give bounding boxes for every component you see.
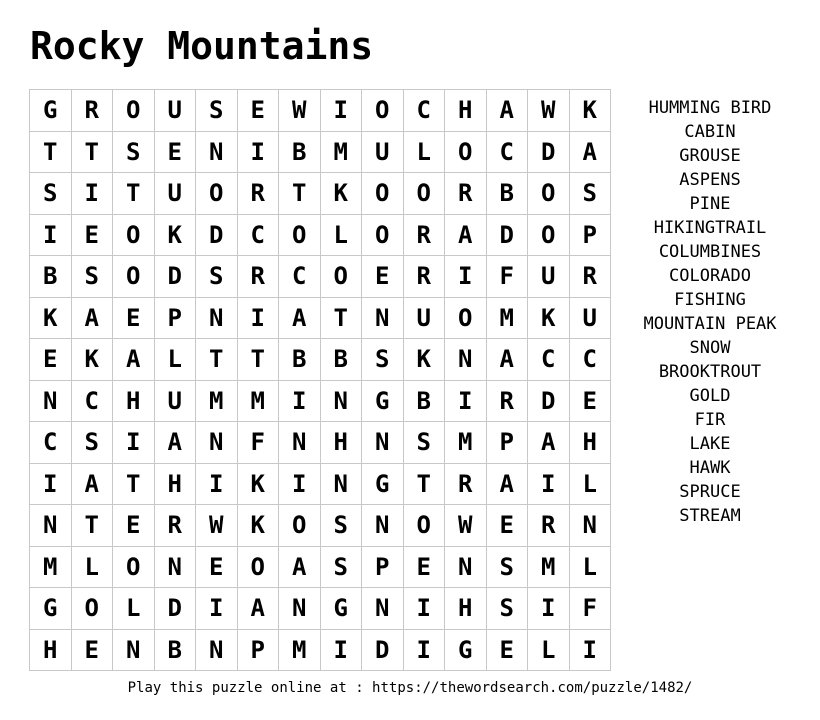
grid-cell[interactable]: L	[569, 546, 611, 588]
grid-cell[interactable]: D	[528, 131, 570, 173]
grid-cell[interactable]: O	[362, 214, 404, 256]
grid-cell[interactable]: I	[71, 173, 113, 215]
grid-cell[interactable]: N	[30, 380, 72, 422]
grid-cell[interactable]: U	[362, 131, 404, 173]
word-list-item: GROUSE	[679, 146, 741, 166]
grid-cell[interactable]: S	[320, 546, 362, 588]
grid-cell[interactable]: B	[154, 629, 196, 671]
grid-row	[30, 505, 611, 547]
grid-cell[interactable]: L	[528, 629, 570, 671]
grid-cell[interactable]: D	[362, 629, 404, 671]
grid-cell[interactable]: C	[486, 131, 528, 173]
grid-row	[30, 629, 611, 671]
grid-cell[interactable]: N	[362, 422, 404, 464]
grid-cell[interactable]: D	[196, 214, 238, 256]
puzzle-title: Rocky Mountains	[30, 24, 374, 68]
grid-cell[interactable]: F	[237, 422, 279, 464]
grid-cell[interactable]: S	[196, 90, 238, 132]
grid-cell[interactable]: L	[71, 546, 113, 588]
word-list-item: ASPENS	[679, 170, 741, 190]
grid-cell[interactable]: K	[237, 463, 279, 505]
word-list-item: MOUNTAIN PEAK	[643, 314, 777, 334]
grid-cell[interactable]: W	[528, 90, 570, 132]
grid-cell[interactable]: I	[445, 380, 487, 422]
grid-cell[interactable]: B	[279, 339, 321, 381]
grid-cell[interactable]: N	[445, 339, 487, 381]
grid-cell[interactable]: O	[279, 505, 321, 547]
footer-link-text: Play this puzzle online at : https://thewordsearch.com/puzzle/1482/	[127, 680, 693, 696]
grid-cell[interactable]: I	[320, 90, 362, 132]
grid-cell[interactable]: O	[196, 173, 238, 215]
grid-cell[interactable]: K	[30, 297, 72, 339]
grid-row	[30, 463, 611, 505]
grid-cell[interactable]: B	[30, 256, 72, 298]
grid-cell[interactable]: I	[196, 588, 238, 630]
grid-cell[interactable]: S	[569, 173, 611, 215]
grid-cell[interactable]: F	[486, 256, 528, 298]
grid-cell[interactable]: H	[569, 422, 611, 464]
grid-cell[interactable]: L	[154, 339, 196, 381]
grid-cell[interactable]: R	[403, 214, 445, 256]
grid-cell[interactable]: A	[528, 422, 570, 464]
grid-cell[interactable]: G	[30, 588, 72, 630]
grid-cell[interactable]: A	[237, 588, 279, 630]
grid-cell[interactable]: S	[362, 339, 404, 381]
grid-cell[interactable]: O	[528, 214, 570, 256]
grid-row	[30, 90, 611, 132]
grid-cell[interactable]: S	[486, 546, 528, 588]
grid-cell[interactable]: E	[71, 214, 113, 256]
grid-cell[interactable]: E	[196, 546, 238, 588]
grid-row	[30, 131, 611, 173]
grid-cell[interactable]: N	[279, 422, 321, 464]
grid-cell[interactable]: A	[445, 214, 487, 256]
grid-cell[interactable]: O	[403, 505, 445, 547]
grid-cell[interactable]: T	[71, 131, 113, 173]
grid-cell[interactable]: L	[320, 214, 362, 256]
grid-cell[interactable]: C	[279, 256, 321, 298]
grid-cell[interactable]: E	[71, 629, 113, 671]
grid-cell[interactable]: N	[154, 546, 196, 588]
grid-cell[interactable]: H	[320, 422, 362, 464]
grid-cell[interactable]: K	[403, 339, 445, 381]
grid-cell[interactable]: N	[279, 588, 321, 630]
grid-cell[interactable]: T	[71, 505, 113, 547]
grid-row	[30, 422, 611, 464]
grid-cell[interactable]: O	[320, 256, 362, 298]
grid-cell[interactable]: W	[279, 90, 321, 132]
grid-cell[interactable]: E	[113, 297, 155, 339]
grid-cell[interactable]: G	[362, 463, 404, 505]
grid-cell[interactable]: M	[30, 546, 72, 588]
grid-cell[interactable]: F	[569, 588, 611, 630]
grid-cell[interactable]: I	[320, 629, 362, 671]
grid-cell[interactable]: N	[196, 131, 238, 173]
grid-cell[interactable]: T	[320, 297, 362, 339]
grid-cell[interactable]: B	[320, 339, 362, 381]
grid-cell[interactable]: I	[528, 463, 570, 505]
grid-cell[interactable]: O	[445, 297, 487, 339]
grid-cell[interactable]: I	[196, 463, 238, 505]
grid-cell[interactable]: B	[279, 131, 321, 173]
grid-cell[interactable]: L	[569, 463, 611, 505]
grid-cell[interactable]: D	[528, 380, 570, 422]
grid-cell[interactable]: G	[320, 588, 362, 630]
grid-cell[interactable]: S	[71, 256, 113, 298]
word-list-item: SPRUCE	[679, 482, 741, 502]
grid-cell[interactable]: S	[71, 422, 113, 464]
grid-cell[interactable]: A	[486, 463, 528, 505]
grid-cell[interactable]: O	[445, 131, 487, 173]
grid-cell[interactable]: K	[237, 505, 279, 547]
grid-cell[interactable]: U	[154, 380, 196, 422]
grid-row	[30, 214, 611, 256]
grid-cell[interactable]: N	[362, 505, 404, 547]
grid-cell[interactable]: C	[528, 339, 570, 381]
grid-row	[30, 380, 611, 422]
grid-cell[interactable]: T	[196, 339, 238, 381]
grid-cell[interactable]: I	[279, 380, 321, 422]
grid-cell[interactable]: B	[486, 173, 528, 215]
grid-cell[interactable]: H	[445, 588, 487, 630]
grid-cell[interactable]: D	[486, 214, 528, 256]
grid-cell[interactable]: S	[196, 256, 238, 298]
grid-cell[interactable]: S	[113, 131, 155, 173]
grid-cell[interactable]: P	[486, 422, 528, 464]
grid-cell[interactable]: E	[237, 90, 279, 132]
grid-cell[interactable]: C	[403, 90, 445, 132]
grid-cell[interactable]: S	[320, 505, 362, 547]
grid-cell[interactable]: I	[30, 463, 72, 505]
grid-cell[interactable]: R	[486, 380, 528, 422]
grid-cell[interactable]: C	[569, 339, 611, 381]
grid-cell[interactable]: I	[237, 297, 279, 339]
grid-row	[30, 588, 611, 630]
grid-cell[interactable]: O	[403, 173, 445, 215]
grid-cell[interactable]: G	[445, 629, 487, 671]
grid-cell[interactable]: A	[113, 339, 155, 381]
grid-cell[interactable]: N	[196, 422, 238, 464]
grid-cell[interactable]: D	[154, 256, 196, 298]
grid-cell[interactable]: E	[403, 546, 445, 588]
word-list-item: HAWK	[689, 458, 731, 478]
grid-cell[interactable]: O	[71, 588, 113, 630]
grid-cell[interactable]: U	[154, 90, 196, 132]
grid-cell[interactable]: K	[71, 339, 113, 381]
grid-cell[interactable]: U	[403, 297, 445, 339]
letter-grid	[29, 89, 611, 671]
grid-cell[interactable]: H	[445, 90, 487, 132]
grid-cell[interactable]: I	[403, 629, 445, 671]
grid-cell[interactable]: N	[113, 629, 155, 671]
grid-cell[interactable]: I	[528, 588, 570, 630]
grid-cell[interactable]: H	[30, 629, 72, 671]
grid-cell[interactable]: K	[569, 90, 611, 132]
word-list-item: HIKINGTRAIL	[653, 218, 767, 238]
grid-cell[interactable]: A	[71, 463, 113, 505]
grid-cell[interactable]: W	[196, 505, 238, 547]
word-list	[630, 96, 790, 528]
grid-cell[interactable]: A	[279, 297, 321, 339]
grid-cell[interactable]: M	[279, 629, 321, 671]
grid-cell[interactable]: T	[113, 173, 155, 215]
grid-cell[interactable]: R	[237, 256, 279, 298]
grid-cell[interactable]: I	[113, 422, 155, 464]
word-list-item: HUMMING BIRD	[648, 98, 772, 118]
grid-cell[interactable]: K	[528, 297, 570, 339]
grid-cell[interactable]: S	[486, 588, 528, 630]
grid-cell[interactable]: I	[403, 588, 445, 630]
grid-cell[interactable]: A	[569, 131, 611, 173]
grid-cell[interactable]: K	[320, 173, 362, 215]
grid-cell[interactable]: M	[320, 131, 362, 173]
grid-cell[interactable]: R	[445, 173, 487, 215]
grid-cell[interactable]: M	[196, 380, 238, 422]
grid-cell[interactable]: W	[445, 505, 487, 547]
grid-cell[interactable]: E	[154, 131, 196, 173]
grid-cell[interactable]: G	[30, 90, 72, 132]
grid-cell[interactable]: P	[362, 546, 404, 588]
word-list-item: STREAM	[679, 506, 741, 526]
grid-cell[interactable]: A	[154, 422, 196, 464]
grid-cell[interactable]: T	[403, 463, 445, 505]
grid-cell[interactable]: P	[237, 629, 279, 671]
grid-cell[interactable]: E	[362, 256, 404, 298]
grid-cell[interactable]: G	[362, 380, 404, 422]
grid-cell[interactable]: I	[30, 214, 72, 256]
grid-cell[interactable]: O	[113, 546, 155, 588]
word-list-item: FISHING	[674, 290, 746, 310]
grid-cell[interactable]: N	[362, 588, 404, 630]
grid-cell[interactable]: I	[279, 463, 321, 505]
grid-cell[interactable]: O	[237, 546, 279, 588]
grid-cell[interactable]: H	[154, 463, 196, 505]
word-list-item: GOLD	[689, 386, 731, 406]
grid-cell[interactable]: I	[445, 256, 487, 298]
grid-cell[interactable]: R	[71, 90, 113, 132]
grid-cell[interactable]: A	[71, 297, 113, 339]
word-list-item: SNOW	[689, 338, 731, 358]
grid-cell[interactable]: B	[403, 380, 445, 422]
grid-cell[interactable]: N	[569, 505, 611, 547]
grid-cell[interactable]: O	[362, 90, 404, 132]
grid-cell[interactable]: C	[71, 380, 113, 422]
grid-row	[30, 546, 611, 588]
grid-cell[interactable]: N	[196, 629, 238, 671]
grid-cell[interactable]: H	[113, 380, 155, 422]
grid-cell[interactable]: N	[196, 297, 238, 339]
grid-cell[interactable]: S	[403, 422, 445, 464]
grid-cell[interactable]: T	[113, 463, 155, 505]
grid-cell[interactable]: O	[279, 214, 321, 256]
grid-cell[interactable]: R	[237, 173, 279, 215]
grid-cell[interactable]: M	[486, 297, 528, 339]
grid-cell[interactable]: P	[569, 214, 611, 256]
grid-row	[30, 173, 611, 215]
grid-cell[interactable]: O	[528, 173, 570, 215]
grid-cell[interactable]: R	[569, 256, 611, 298]
grid-cell[interactable]: E	[569, 380, 611, 422]
grid-cell[interactable]: N	[30, 505, 72, 547]
grid-cell[interactable]: M	[528, 546, 570, 588]
grid-cell[interactable]: O	[362, 173, 404, 215]
grid-cell[interactable]: M	[237, 380, 279, 422]
grid-cell[interactable]: T	[237, 339, 279, 381]
grid-cell[interactable]: S	[30, 173, 72, 215]
grid-cell[interactable]: O	[113, 214, 155, 256]
word-list-item: FIR	[694, 410, 726, 430]
grid-cell[interactable]: P	[154, 297, 196, 339]
grid-cell[interactable]: U	[569, 297, 611, 339]
word-list-item: CABIN	[684, 122, 736, 142]
grid-cell[interactable]: R	[154, 505, 196, 547]
grid-cell[interactable]: E	[486, 505, 528, 547]
grid-cell[interactable]: C	[237, 214, 279, 256]
grid-cell[interactable]: T	[279, 173, 321, 215]
grid-cell[interactable]: I	[569, 629, 611, 671]
word-list-item: LAKE	[689, 434, 731, 454]
grid-cell[interactable]: U	[528, 256, 570, 298]
grid-cell[interactable]: N	[362, 297, 404, 339]
grid-cell[interactable]: O	[113, 90, 155, 132]
grid-cell[interactable]: R	[528, 505, 570, 547]
grid-row	[30, 256, 611, 298]
word-list-item: PINE	[689, 194, 731, 214]
word-list-item: BROOKTROUT	[658, 362, 762, 382]
grid-row	[30, 339, 611, 381]
grid-cell[interactable]: R	[403, 256, 445, 298]
grid-cell[interactable]: O	[113, 256, 155, 298]
grid-cell[interactable]: D	[154, 588, 196, 630]
grid-cell[interactable]: N	[320, 380, 362, 422]
grid-cell[interactable]: A	[279, 546, 321, 588]
grid-cell[interactable]: R	[445, 463, 487, 505]
grid-cell[interactable]: U	[154, 173, 196, 215]
grid-cell[interactable]: A	[486, 339, 528, 381]
grid-cell[interactable]: N	[320, 463, 362, 505]
grid-row	[30, 297, 611, 339]
word-list-item: COLUMBINES	[658, 242, 762, 262]
grid-cell[interactable]: E	[30, 339, 72, 381]
grid-cell[interactable]: A	[486, 90, 528, 132]
grid-cell[interactable]: C	[30, 422, 72, 464]
grid-cell[interactable]: E	[486, 629, 528, 671]
grid-cell[interactable]: K	[154, 214, 196, 256]
word-list-item: COLORADO	[669, 266, 751, 286]
grid-cell[interactable]: L	[403, 131, 445, 173]
grid-cell[interactable]: T	[30, 131, 72, 173]
grid-cell[interactable]: I	[237, 131, 279, 173]
grid-cell[interactable]: E	[113, 505, 155, 547]
grid-cell[interactable]: M	[445, 422, 487, 464]
grid-cell[interactable]: N	[445, 546, 487, 588]
grid-cell[interactable]: L	[113, 588, 155, 630]
